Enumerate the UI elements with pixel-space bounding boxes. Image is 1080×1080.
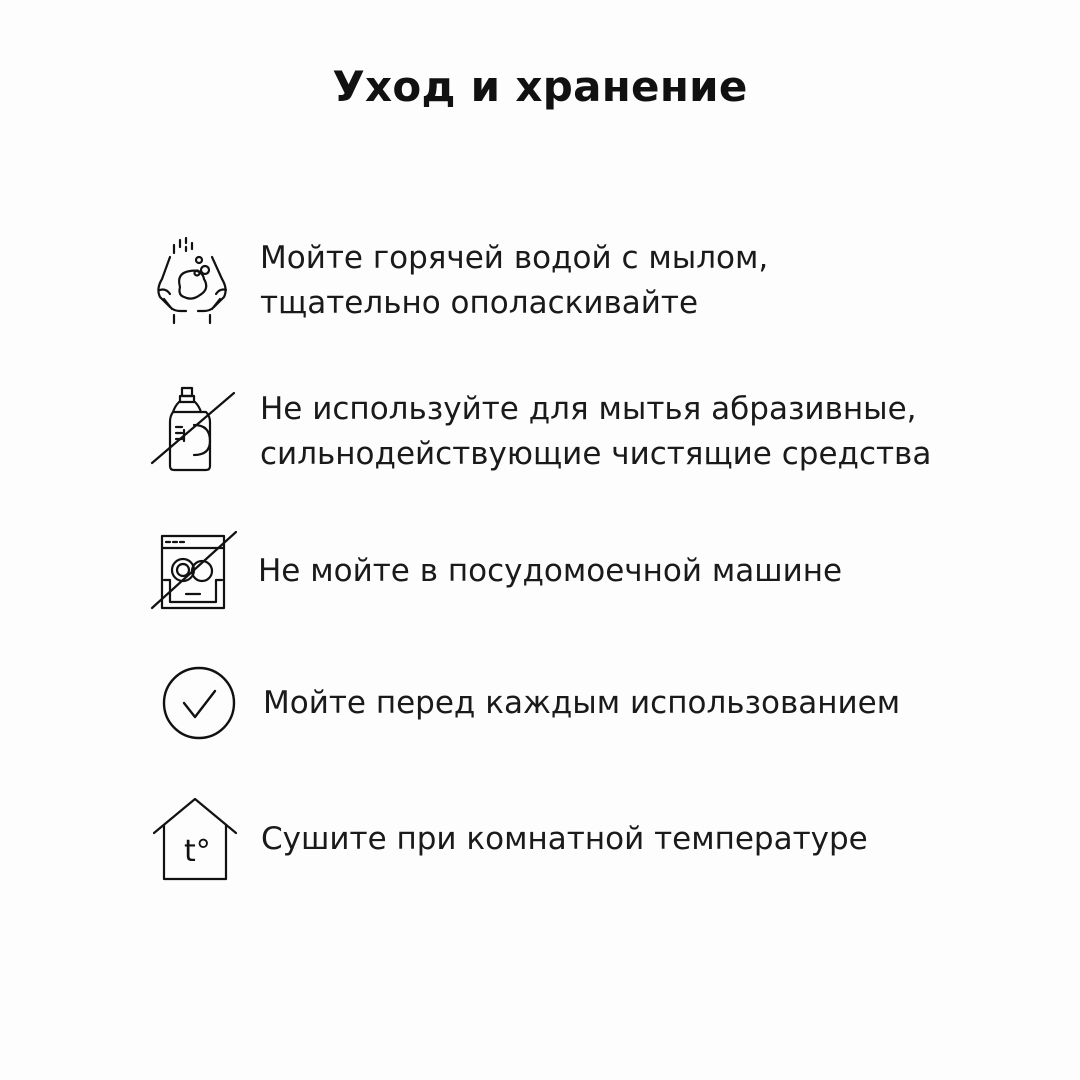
check-circle-icon: [150, 660, 240, 750]
care-item-line: Сушите при комнатной температуре: [261, 821, 868, 857]
care-item-line: Мойте перед каждым использованием: [263, 685, 901, 721]
care-item-text: [263, 681, 900, 726]
care-item-text: [258, 549, 842, 594]
care-item-line: сильнодействующие чистящие средства: [260, 436, 932, 472]
temperature-label: t°: [184, 834, 211, 869]
no-dishwasher-icon: [150, 528, 240, 618]
care-item-line: Мойте горячей водой с мылом,: [260, 240, 769, 276]
care-item-line: Не мойте в посудомоечной машине: [258, 553, 843, 589]
room-temperature-icon: [150, 795, 240, 885]
hands-washing-icon: [150, 235, 240, 325]
care-item-text: [260, 387, 931, 477]
page-title: Уход и хранение: [332, 62, 748, 111]
care-item-line: Не используйте для мытья абразивные,: [260, 391, 917, 427]
no-detergent-icon: [150, 385, 240, 475]
care-item-line: тщательно ополаскивайте: [260, 285, 699, 321]
care-item-text: [260, 236, 768, 326]
care-item-text: [261, 817, 868, 862]
